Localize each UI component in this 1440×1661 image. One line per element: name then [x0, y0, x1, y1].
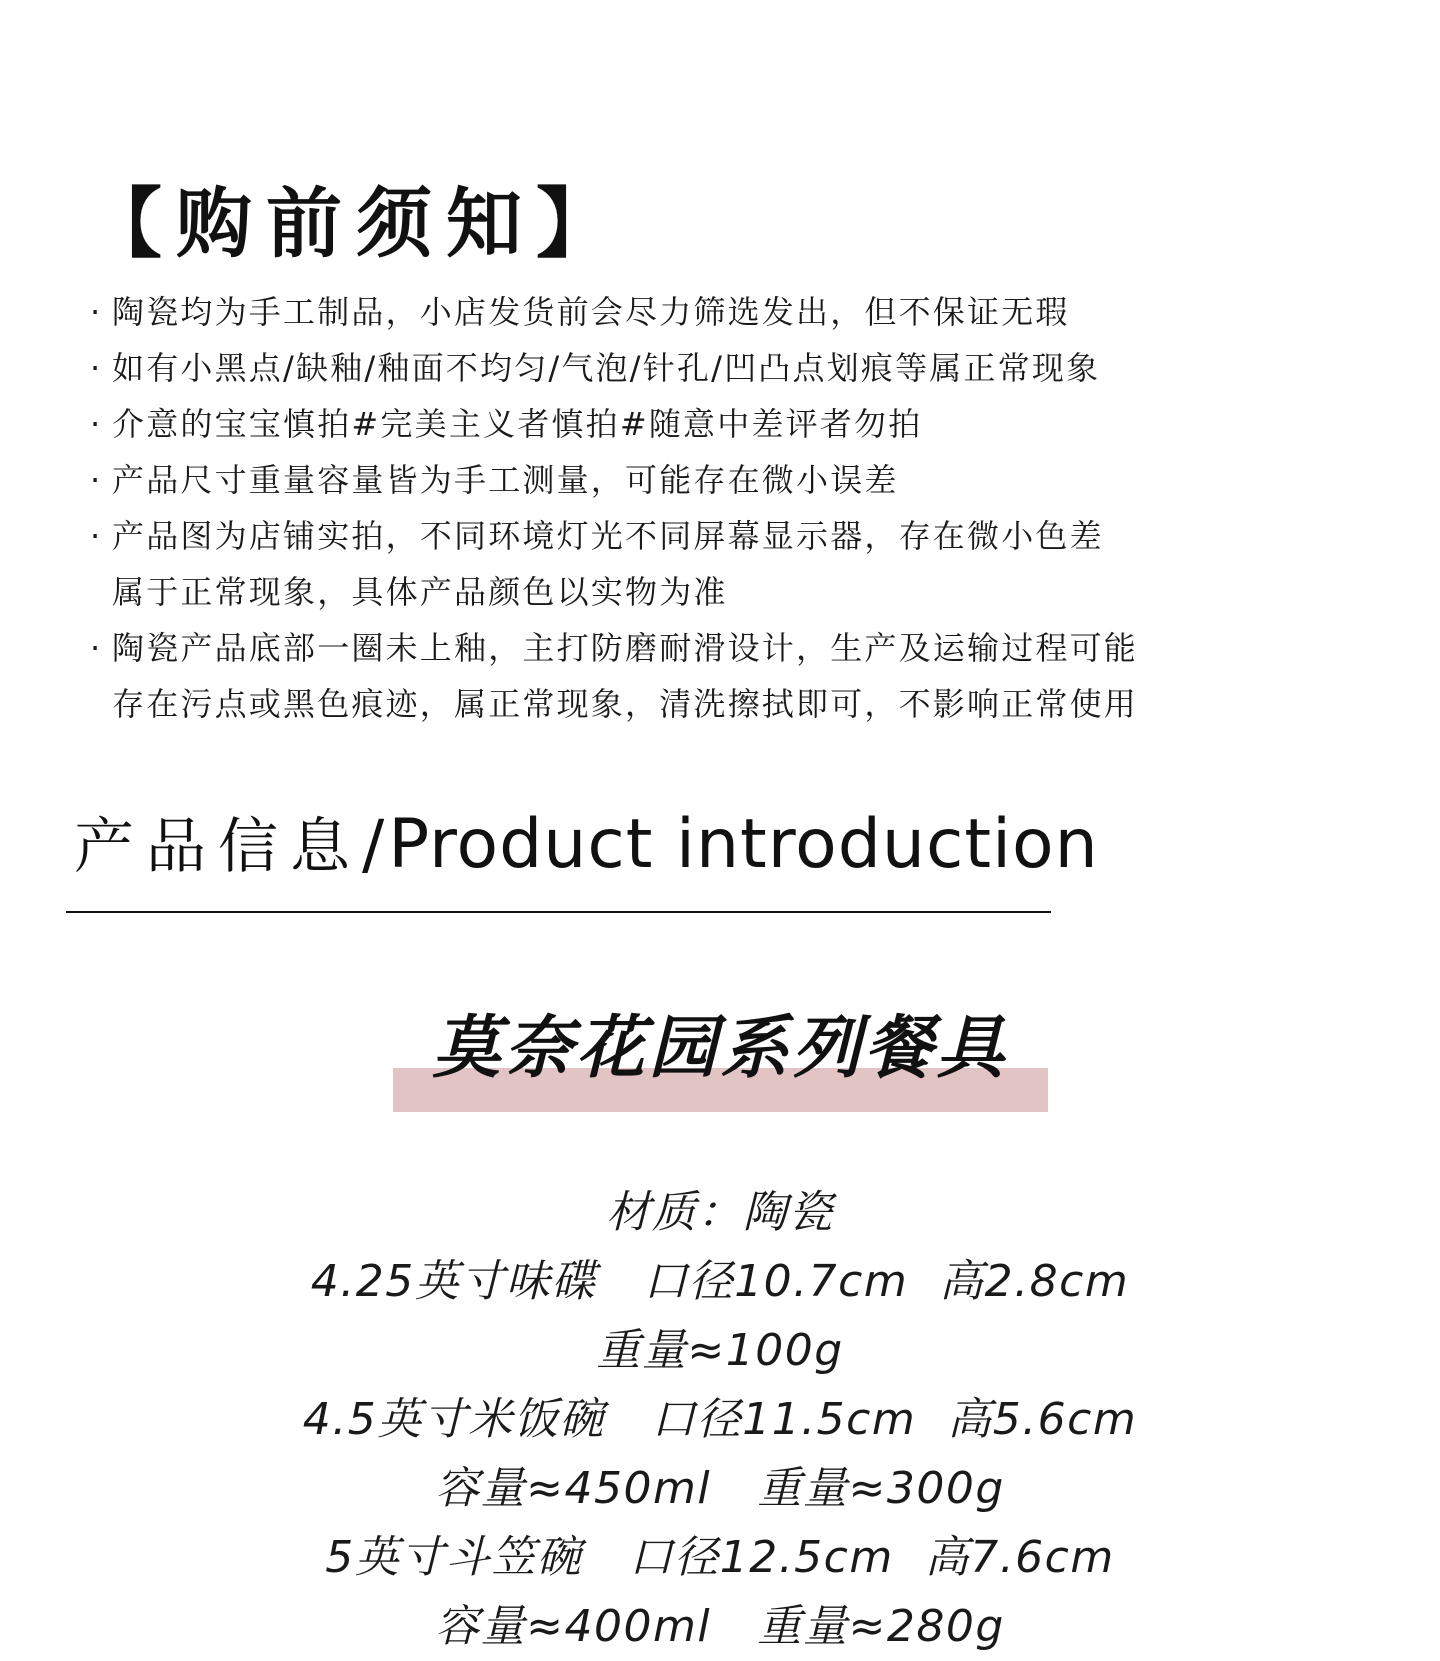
- notice-text: 产品图为店铺实拍，不同环境灯光不同屏幕显示器，存在微小色差: [112, 517, 1104, 555]
- notice-item: [90, 284, 1138, 340]
- spec-line: 4.25英寸味碟 口径10.7cm 高2.8cm: [310, 1256, 1130, 1307]
- spec-line: 4.5英寸米饭碗 口径11.5cm 高5.6cm: [302, 1394, 1138, 1445]
- spec-list: [0, 1178, 1440, 1661]
- bullet-dot: ·: [90, 629, 103, 667]
- spec-line: 重量≈100g: [596, 1325, 844, 1376]
- notice-item: [90, 396, 1138, 452]
- spec-line: 5英寸斗笠碗 口径12.5cm 高7.6cm: [325, 1532, 1115, 1583]
- bullet-dot: ·: [90, 461, 103, 499]
- notice-text-continued: 属于正常现象，具体产品颜色以实物为准: [112, 573, 728, 611]
- notice-text: 如有小黑点/缺釉/釉面不均匀/气泡/针孔/凹凸点划痕等属正常现象: [112, 349, 1101, 387]
- notice-item: [90, 620, 1138, 732]
- notice-text-continued: 存在污点或黑色痕迹，属正常现象，清洗擦拭即可，不影响正常使用: [112, 685, 1139, 723]
- product-info-heading-en: Product introduction: [388, 805, 1099, 884]
- bullet-dot: ·: [90, 349, 103, 387]
- product-info-heading: [74, 800, 1099, 890]
- notice-text: 产品尺寸重量容量皆为手工测量，可能存在微小误差: [112, 461, 899, 499]
- notice-item: [90, 508, 1138, 620]
- notice-list: [90, 284, 1138, 732]
- notice-text: 陶瓷产品底部一圈未上釉，主打防磨耐滑设计，生产及运输过程可能: [112, 629, 1139, 667]
- spec-line: 容量≈400ml 重量≈280g: [435, 1601, 1005, 1652]
- spec-line: 容量≈450ml 重量≈300g: [435, 1463, 1005, 1514]
- bullet-dot: ·: [90, 405, 103, 443]
- product-info-heading-zh: 产品信息: [74, 812, 362, 882]
- series-title: 莫奈花园系列餐具: [432, 1009, 1009, 1088]
- bullet-dot: ·: [90, 517, 103, 555]
- heading-separator: /: [362, 806, 385, 883]
- section-divider: [66, 911, 1051, 913]
- notice-item: [90, 340, 1138, 396]
- spec-material: 材质：陶瓷: [606, 1187, 834, 1238]
- notice-text: 陶瓷均为手工制品，小店发货前会尽力筛选发出，但不保证无瑕: [112, 293, 1070, 331]
- bullet-dot: ·: [90, 293, 103, 331]
- notice-item: [90, 452, 1138, 508]
- notice-text: 介意的宝宝慎拍#完美主义者慎拍#随意中差评者勿拍: [112, 405, 923, 443]
- notice-title: 【购前须知】: [86, 178, 626, 268]
